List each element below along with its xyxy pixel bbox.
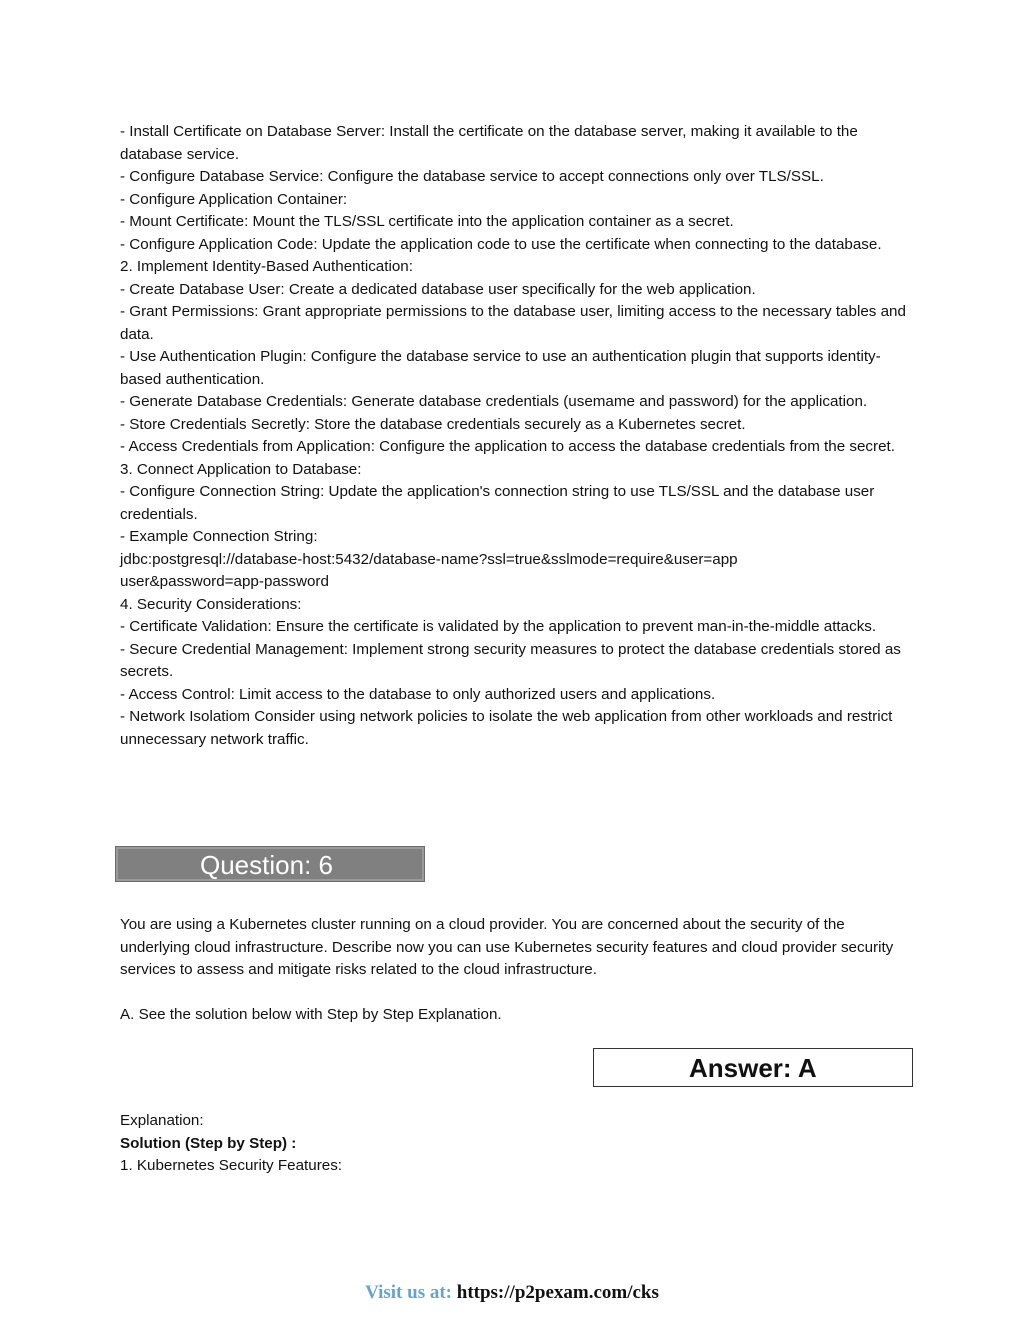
step-line: - Access Control: Limit access to the database to only authorized users and applications. [120, 685, 716, 703]
step-line: - Example Connection String: [120, 528, 318, 545]
connection-string: user&password=app-password [120, 573, 329, 590]
step-line: - Configure Application Container: [120, 190, 348, 208]
answer-label: Answer: A [689, 1053, 817, 1083]
step-line: - Mount Certificate: Mount the TLS/SSL certificate into the application container as a secret. [120, 213, 734, 230]
question-body: You are using a Kubernetes cluster running on a cloud provider. You are concerned about the security of the underlying cloud infrastructure. Describe now you can use Kubernetes security features and cloud provider security services to assess and mitigate risks related to the cloud infrastructure. [120, 916, 894, 978]
footer-visit-label: Visit us at: [365, 1282, 452, 1303]
answer-option-a: A. See the solution below with Step by Step Explanation. [120, 1006, 502, 1023]
explanation-label: Explanation: [120, 1112, 204, 1129]
step-line: - Configure Application Code: Update the application code to use the certificate when connecting to the database. [120, 235, 882, 253]
solution-steps-block [120, 121, 910, 751]
answer-box [593, 1048, 913, 1087]
step-line: - Generate Database Credentials: Generate database credentials (usemame and password) for the application. [120, 393, 868, 410]
step-line: - Secure Credential Management: Implement strong security measures to protect the database credentials stored as secrets. [120, 640, 901, 680]
step-line: - Configure Database Service: Configure the database service to accept connections only over TLS/SSL. [120, 168, 824, 185]
step-line: - Create Database User: Create a dedicated database user specifically for the web application. [120, 280, 756, 298]
step-line: - Store Credentials Secretly: Store the database credentials securely as a Kubernetes secret. [120, 415, 746, 433]
step-heading: 3. Connect Application to Database: [120, 460, 362, 478]
explanation-step: 1. Kubernetes Security Features: [120, 1157, 343, 1174]
solution-heading: Solution (Step by Step) : [120, 1134, 297, 1152]
question-text [120, 914, 910, 982]
step-line: - Use Authentication Plugin: Configure the database service to use an authentication plugin that supports identity-based authentication. [120, 348, 881, 388]
page-footer [0, 1281, 1024, 1305]
step-line: - Access Credentials from Application: Configure the application to access the database credentials from the secret. [120, 438, 895, 455]
step-line: - Configure Connection String: Update the application's connection string to use TLS/SSL and the database user credentials. [120, 483, 875, 523]
footer-url-link[interactable]: https://p2pexam.com/cks [456, 1282, 659, 1303]
step-line: - Network Isolatiom Consider using network policies to isolate the web application from other workloads and restrict unnecessary network traffic. [120, 708, 893, 748]
step-heading: 2. Implement Identity-Based Authentication: [120, 258, 413, 275]
explanation-block [120, 1110, 910, 1178]
step-line: - Install Certificate on Database Server: Install the certificate on the database server, making it available to the database service. [120, 123, 858, 163]
step-heading: 4. Security Considerations: [120, 595, 302, 613]
connection-string: jdbc:postgresql://database-host:5432/database-name?ssl=true&sslmode=require&user=app [120, 550, 738, 568]
question-title: Question: 6 [200, 850, 333, 880]
question-banner [115, 846, 425, 882]
step-line: - Grant Permissions: Grant appropriate permissions to the database user, limiting access to the necessary tables and data. [120, 303, 906, 343]
step-line: - Certificate Validation: Ensure the certificate is validated by the application to prevent man-in-the-middle attacks. [120, 618, 877, 635]
